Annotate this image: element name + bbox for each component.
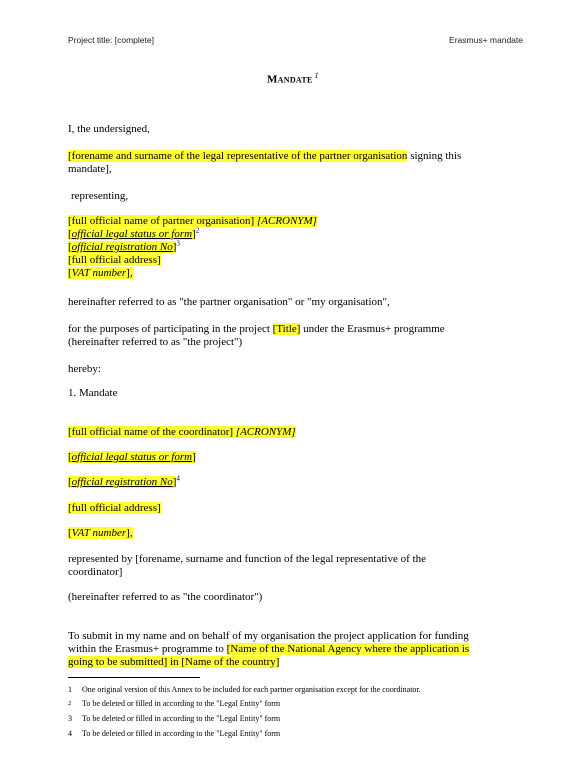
purposes-paragraph [68,323,520,349]
coordinator-registration-line: [official registration No]$^4$ [68,474,180,488]
country-placeholder: going to be submitted] in [Name of the country] [68,656,280,668]
coordinator-address-line [68,502,520,515]
represented-by-paragraph [68,553,520,579]
footnote-4 [68,729,280,739]
submit-line2-plain: within the Erasmus+ programme to [68,643,227,655]
footnote-ref-2: 2 [195,226,200,235]
footnote-separator [68,677,200,678]
footnote-3-number: 3 [68,714,72,723]
partner-vat: VAT number [71,267,127,279]
footnote-2-number: 2 [68,700,72,707]
hereby-text: hereby: [68,363,101,375]
coordinator-registration: official registration No [71,476,173,488]
header-project-title: Project title: [complete] [68,35,154,45]
hereinafter-partner-text: hereinafter referred to as "the partner organisation" or "my organisation", [68,296,390,308]
represented-by-line1: represented by [forename, surname and function of the legal representative of the [68,553,426,565]
purposes-after: under the Erasmus+ programme [300,323,445,335]
coordinator-acronym: [ACRONYM] [235,426,296,438]
national-agency-placeholder: [Name of the National Agency where the application is [226,643,470,655]
project-title-placeholder: [Title] [272,323,301,335]
footnote-2-text: To be deleted or filled in according to the "Legal Entity" form [82,699,281,708]
purposes-before: for the purposes of participating in the project [68,323,273,335]
footnote-1-number: 1 [68,685,72,694]
partner-legal-status: official legal status or form [71,228,193,240]
partner-address: [full official address] [68,254,161,266]
footnote-2 [68,699,280,709]
legal-rep-line2: mandate], [68,163,112,175]
title-footnote-mark: 1 [314,71,319,80]
partner-acronym: [ACRONYM] [256,215,317,227]
purposes-line2: (hereinafter referred to as "the project") [68,336,243,348]
partner-registration: official registration No [71,241,173,253]
title-text: Mandate [267,73,313,86]
legal-rep-rest: signing this [407,150,462,162]
coordinator-name: [full official name of the coordinator] [68,426,234,438]
footnote-4-text: To be deleted or filled in according to the "Legal Entity" form [82,729,281,738]
represented-by-line2: coordinator] [68,566,123,578]
coordinator-name-line [68,426,520,439]
footnote-ref-3: 3 [176,239,180,248]
partner-name: [full official name of partner organisation] [68,215,255,227]
footnote-3 [68,714,280,724]
footnote-4-number: 4 [68,729,72,738]
coordinator-address: [full official address] [68,502,161,514]
submit-paragraph [68,630,520,669]
coordinator-vat-line: [VAT number], [68,527,133,539]
mandate-heading: 1. Mandate [68,387,118,399]
legal-representative-paragraph [68,150,520,176]
representing-text: representing, [71,190,129,202]
footnote-ref-4: 4 [176,474,180,483]
coordinator-vat: VAT number [71,527,127,539]
partner-organisation-block: [full official name of partner organisation] [ACRONYM] [official legal status or form]$^2$ [official registration No]$^3$ [full official address] [VAT number], [68,215,317,279]
hereinafter-coordinator-text: (hereinafter referred to as "the coordinator") [68,591,263,603]
coordinator-legal-status: official legal status or form [71,451,193,463]
intro-text: I, the undersigned, [68,123,150,135]
header-document-name: Erasmus+ mandate [449,35,523,45]
page-title [0,71,586,86]
legal-rep-highlight: [forename and surname of the legal representative of the partner organisation [68,150,408,162]
submit-line1: To submit in my name and on behalf of my organisation the project application for funding [68,630,469,642]
footnote-1 [68,685,421,695]
footnote-3-text: To be deleted or filled in according to the "Legal Entity" form [82,714,281,723]
coordinator-legal-status-line: [official legal status or form] [68,451,196,463]
footnote-1-text: One original version of this Annex to be included for each partner organisation except for the coordinator. [82,685,421,694]
